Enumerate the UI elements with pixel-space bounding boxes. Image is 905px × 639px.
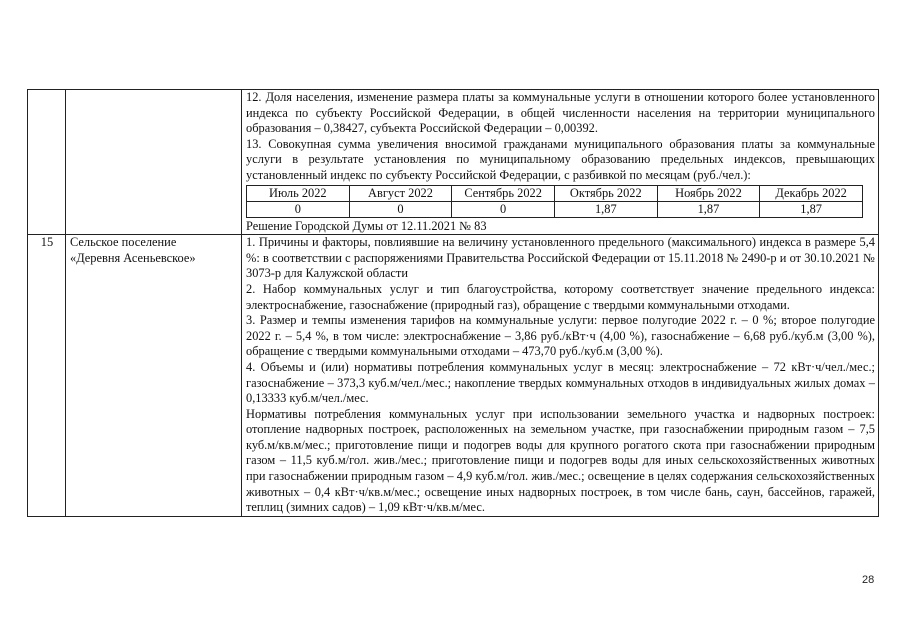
item-12-text: 12. Доля населения, изменение размера платы за коммунальные услуги в отношении которого более установленного индекса по субъекту Российской Федерации, в общей численности населения на территории муниципального образования – 0,38427, субъекта Российской Федерации – 0,00392. xyxy=(246,90,875,136)
document-table xyxy=(27,89,879,517)
month-header-cell: Октябрь 2022 xyxy=(554,185,657,201)
item-13-text: 13. Совокупная сумма увеличения вносимой гражданами муниципального образования платы за коммунальные услуги в результате установления по муниципальному образованию предельных индексов, превышающих установленный индекс по субъекту Российской Федерации, с разбивкой по месяцам (руб./чел.): xyxy=(246,136,875,182)
municipality-cell-empty xyxy=(66,90,242,235)
monthly-payment-table xyxy=(246,185,863,218)
decision-text: Решение Городской Думы от 12.11.2021 № 83 xyxy=(246,218,487,233)
month-header-cell: Сентябрь 2022 xyxy=(452,185,555,201)
table-row-15 xyxy=(28,235,879,517)
amount-cell: 0 xyxy=(247,201,350,217)
month-header-cell: Ноябрь 2022 xyxy=(657,185,760,201)
month-header-row xyxy=(247,185,863,201)
amount-cell: 0 xyxy=(452,201,555,217)
content-cell xyxy=(242,235,879,517)
content-cell xyxy=(242,90,879,235)
item-3-text: 3. Размер и темпы изменения тарифов на коммунальные услуги: первое полугодие 2022 г. – 0 %; второе полугодие 2022 г. – 5,4 %, в том числе: электроснабжение – 3,86 руб./кВт·ч (4,00 %), газоснабжение – 6,68 руб./куб.м (3,00 %), обращение с твердыми коммунальными отходами – 473,70 руб./куб.м (3,00 %). xyxy=(246,313,875,359)
amount-cell: 1,87 xyxy=(760,201,863,217)
municipality-name-cell xyxy=(66,235,242,517)
month-header-cell: Август 2022 xyxy=(349,185,452,201)
municipality-name: «Деревня Асеньевское» xyxy=(70,250,196,265)
table-row-continued xyxy=(28,90,879,235)
item-2-text: 2. Набор коммунальных услуг и тип благоустройства, которому соответствует значение предельного индекса: электроснабжение, газоснабжение (природный газ), обращение с твердыми коммунальными отходами. xyxy=(246,281,875,312)
municipality-type: Сельское поселение xyxy=(70,235,177,250)
item-1-text: 1. Причины и факторы, повлиявшие на величину установленного предельного (максимального) индекса в размере 5,4 %: в соответствии с распоряжениями Правительства Российской Федерации от 15.11.2018 № 2490-р и от 30.10.2021 № 3073-р для Калужской области xyxy=(246,235,875,281)
row-number-cell-empty xyxy=(28,90,66,235)
month-header-cell: Декабрь 2022 xyxy=(760,185,863,201)
row-number: 15 xyxy=(28,235,66,517)
amount-cell: 0 xyxy=(349,201,452,217)
norms-text: Нормативы потребления коммунальных услуг при использовании земельного участка и надворных построек: отопление надворных построек, расположенных на земельном участке, при газоснабжении природным газом – 7,5 куб.м/кв.м/мес.; приготовление пищи и подогрев воды для крупного рогатого скота при газоснабжении природным газом – 11,5 куб.м/гол. жив./мес.; приготовление пищи и подогрев воды для иных сельскохозяйственных животных при газоснабжении природным газом – 4,9 куб.м/гол. жив./мес.; освещение в целях содержания сельскохозяйственных животных – 0,4 кВт·ч/кв.м/мес.; освещение иных надворных построек, в том числе бань, саун, бассейнов, гаражей, теплиц (зимних садов) – 1,09 кВт·ч/кв.м/мес. xyxy=(246,406,875,515)
amount-row xyxy=(247,201,863,217)
item-4-text: 4. Объемы и (или) нормативы потребления коммунальных услуг в месяц: электроснабжение – 72 кВт·ч/чел./мес.; газоснабжение – 373,3 куб.м/чел./мес.; накопление твердых коммунальных отходов в индивидуальных жилых домах – 0,13333 куб.м/чел./мес. xyxy=(246,359,875,406)
month-header-cell: Июль 2022 xyxy=(247,185,350,201)
amount-cell: 1,87 xyxy=(657,201,760,217)
page-number: 28 xyxy=(862,574,875,586)
amount-cell: 1,87 xyxy=(554,201,657,217)
